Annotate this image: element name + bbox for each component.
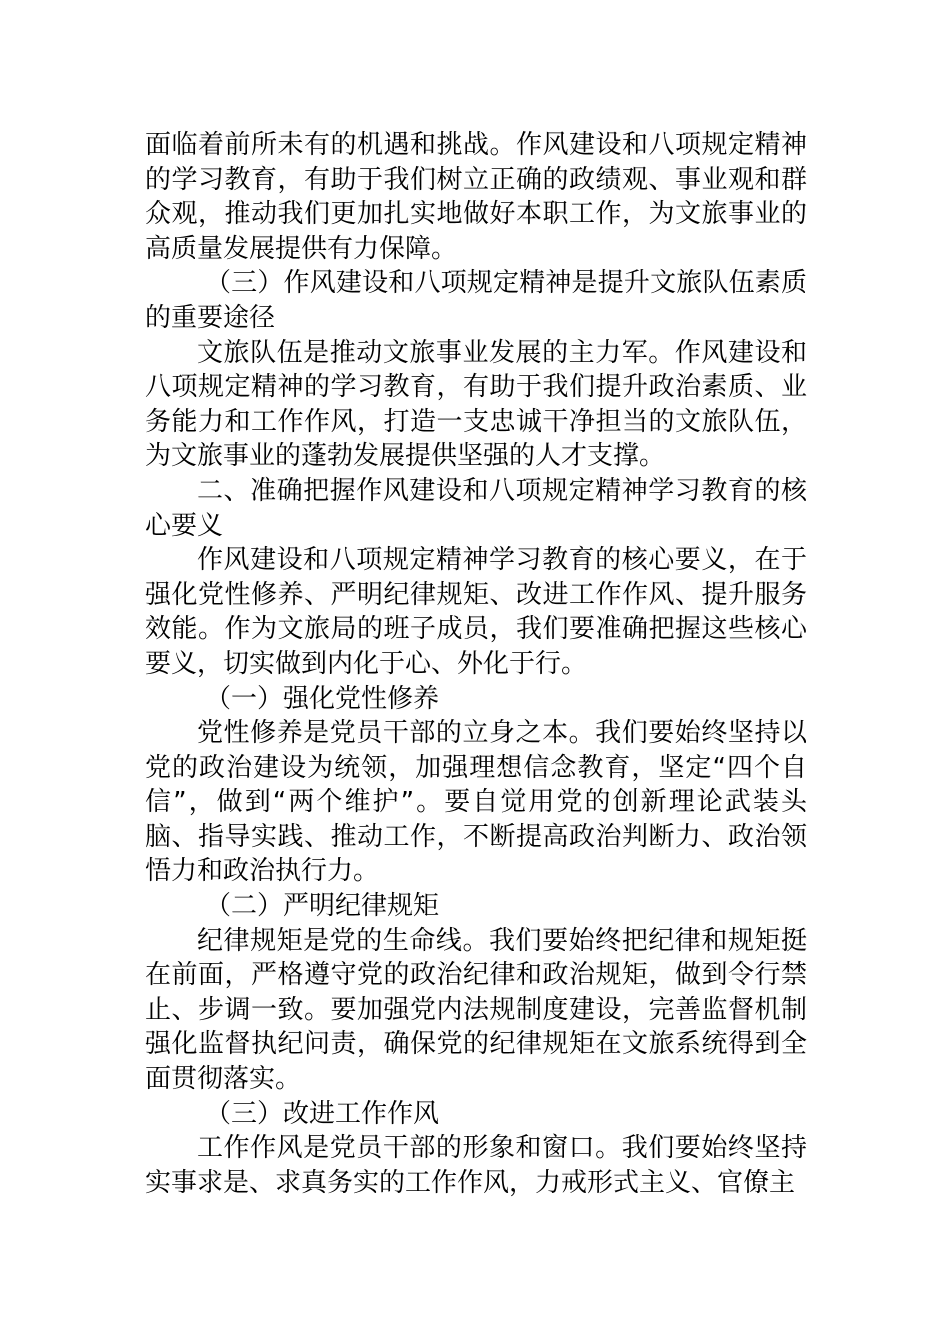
subheading-2-discipline: （二）严明纪律规矩 (205, 891, 440, 922)
heading-2-core-essence: 二、准确把握作风建设和八项规定精神学习教育的核心要义 (145, 475, 807, 541)
subheading-3-team-quality: （三）作风建设和八项规定精神是提升文旅队伍素质的重要途径 (145, 268, 807, 333)
subheading-3-work-style: （三）改进工作作风 (205, 1098, 440, 1129)
document-body (145, 128, 807, 1200)
paragraph-continuation: 面临着前所未有的机遇和挑战。作风建设和八项规定精神的学习教育，有助于我们树立正确的政绩观、事业观和群众观，推动我们更加扎实地做好本职工作，为文旅事业的高质量发展提供有力保障。 (145, 130, 807, 264)
paragraph-team-quality: 文旅队伍是推动文旅事业发展的主力军。作风建设和八项规定精神的学习教育，有助于我们提升政治素质、业务能力和工作作风，打造一支忠诚干净担当的文旅队伍，为文旅事业的蓬勃发展提供坚强的人才支撑。 (145, 337, 807, 472)
paragraph-core-essence: 作风建设和八项规定精神学习教育的核心要义，在于强化党性修养、严明纪律规矩、改进工作作风、提升服务效能。作为文旅局的班子成员，我们要准确把握这些核心要义，切实做到内化于心、外化于行。 (145, 545, 807, 679)
paragraph-work-style: 工作作风是党员干部的形象和窗口。我们要始终坚持实事求是、求真务实的工作作风，力戒形式主义、官僚主 (145, 1133, 807, 1198)
paragraph-party-spirit: 党性修养是党员干部的立身之本。我们要始终坚持以党的政治建设为统领，加强理想信念教育，坚定“四个自信”，做到“两个维护”。要自觉用党的创新理论武装头脑、指导实践、推动工作，不断提高政治判断力、政治领悟力和政治执行力。 (145, 718, 807, 887)
paragraph-discipline: 纪律规矩是党的生命线。我们要始终把纪律和规矩挺在前面，严格遵守党的政治纪律和政治规矩，做到令行禁止、步调一致。要加强党内法规制度建设，完善监督机制强化监督执纪问责，确保党的纪律规矩在文旅系统得到全面贯彻落实。 (145, 925, 807, 1095)
subheading-1-party-spirit: （一）强化党性修养 (205, 683, 440, 714)
